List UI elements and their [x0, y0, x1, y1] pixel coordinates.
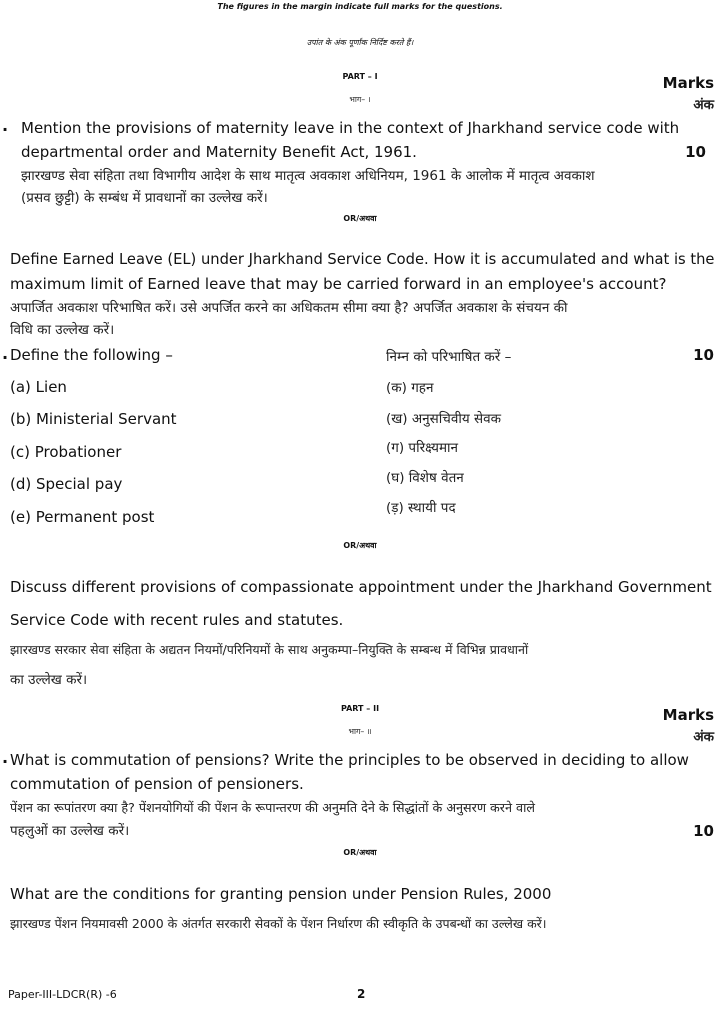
q2-title-hi: निम्न को परिभाषित करें – — [386, 349, 512, 365]
or-separator: OR/अथवा — [343, 214, 377, 223]
part-2-title-hindi: भाग– ॥ — [348, 727, 372, 736]
q2-marks: 10 — [693, 346, 714, 364]
part-1-title-hindi: भाग– । — [349, 95, 371, 104]
q2-item-hi: (ख) अनुसचिवीय सेवक — [386, 411, 501, 427]
q2-item-en: (d) Special pay — [10, 475, 123, 493]
q1-text-en-line1: Mention the provisions of maternity leave in the context of Jharkhand service code with — [21, 119, 680, 137]
q3-text-en-line2: commutation of pension of pensioners. — [10, 775, 304, 793]
q1-text-hi-line1: झारखण्ड सेवा संहिता तथा विभागीय आदेश के साथ मातृत्व अवकाश अधिनियम, 1961 के आलोक में मातृत्व अवकाश — [21, 168, 595, 184]
marks-note-hindi: उपांत के अंक पूर्णांक निर्दिष्ट करते हैं। — [306, 38, 414, 47]
q1-alt-text-hi-line2: विधि का उल्लेख करें। — [10, 322, 115, 338]
q2-alt-text-hi-line2: का उल्लेख करें। — [10, 672, 88, 688]
page-number: 2 — [357, 987, 366, 1001]
marks-column-label: Marks — [662, 74, 714, 92]
part-2-title: PART – II — [340, 704, 380, 713]
q2-title-en: Define the following – — [10, 346, 173, 364]
q1-alt-text-en-line2: maximum limit of Earned leave that may be carried forward in an employee's account? — [10, 275, 667, 293]
question-number: . — [2, 116, 9, 135]
q2-alt-text-hi-line1: झारखण्ड सरकार सेवा संहिता के अद्यतन नियमों/परिनियमों के साथ अनुकम्पा–नियुक्ति के सम्बन्ध में विभिन्न प्रावधानों — [10, 642, 529, 657]
paper-code: Paper-III-LDCR(R) -6 — [8, 988, 117, 1001]
q3-text-hi-line2: पहलुओं का उल्लेख करें। — [10, 823, 130, 839]
q2-item-hi: (क) गहन — [386, 380, 434, 396]
q2-item-en: (b) Ministerial Servant — [10, 410, 177, 428]
q2-alt-text-en-line2: Service Code with recent rules and statutes. — [10, 611, 344, 629]
marks-column-label-hindi: अंक — [693, 729, 714, 745]
or-separator: OR/अथवा — [343, 541, 377, 550]
q1-text-en-line2: departmental order and Maternity Benefit Act, 1961. — [21, 143, 417, 161]
q2-item-hi: (ड़) स्थायी पद — [386, 500, 456, 516]
q1-alt-text-en-line1: Define Earned Leave (EL) under Jharkhand Service Code. How it is accumulated and what is the — [10, 251, 715, 268]
q2-item-en: (c) Probationer — [10, 443, 122, 461]
q3-alt-text-hi: झारखण्ड पेंशन नियमावसी 2000 के अंतर्गत सरकारी सेवकों के पेंशन निर्धारण की स्वीकृति के उपबन्धों का उल्लेख करें। — [10, 916, 547, 931]
q1-alt-text-hi-line1: अपार्जित अवकाश परिभाषित करें। उसे अपर्जित करने का अधिकतम सीमा क्या है? अपर्जित अवकाश के संचयन की — [10, 300, 568, 316]
question-number: . — [2, 748, 9, 767]
q3-marks: 10 — [693, 822, 714, 840]
q3-text-hi-line1: पेंशन का रूपांतरण क्या है? पेंशनयोगियों की पेंशन के रूपान्तरण की अनुमति देने के सिद्धांतों के अनुसरण करने वाले — [10, 800, 535, 815]
marks-note: The figures in the margin indicate full marks for the questions. — [217, 2, 503, 11]
or-separator: OR/अथवा — [343, 848, 377, 857]
q2-item-en: (a) Lien — [10, 378, 67, 396]
q3-text-en-line1: What is commutation of pensions? Write the principles to be observed in deciding to allow — [10, 751, 689, 769]
part-1-title: PART – I — [342, 72, 378, 81]
q2-alt-text-en-line1: Discuss different provisions of compassionate appointment under the Jharkhand Government — [10, 578, 712, 596]
q3-alt-text-en: What are the conditions for granting pension under Pension Rules, 2000 — [10, 885, 552, 903]
marks-column-label-hindi: अंक — [693, 97, 714, 113]
q2-item-hi: (ग) परिक्ष्यमान — [386, 440, 459, 456]
question-number: . — [2, 344, 9, 363]
q2-item-en: (e) Permanent post — [10, 508, 155, 526]
q1-marks: 10 — [685, 143, 706, 161]
marks-column-label: Marks — [662, 706, 714, 724]
q2-item-hi: (घ) विशेष वेतन — [386, 470, 464, 486]
q1-text-hi-line2: (प्रसव छुट्टी) के सम्बंध में प्रावधानों का उल्लेख करें। — [21, 190, 268, 206]
